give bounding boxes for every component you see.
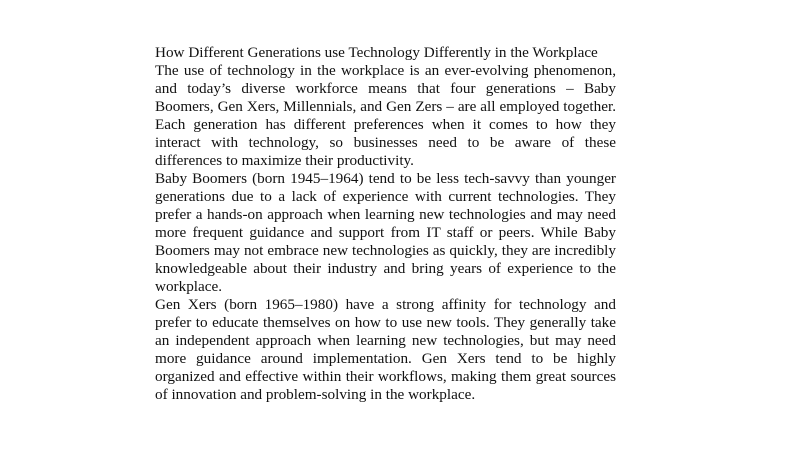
paragraph-baby-boomers: Baby Boomers (born 1945–1964) tend to be less tech-savvy than younger generations due to a lack of experience with current technologies. They prefer a hands-on approach when learning new technologies and may need more frequent guidance and support from IT staff or peers. While Baby Boomers may not embrace new technologies as quickly, they are incredibly knowledgeable about their industry and bring years of experience to the workplace. bbox=[155, 170, 616, 295]
paragraph-intro: The use of technology in the workplace is an ever-evolving phenomenon, and today’s diverse workforce means that four generations – Baby Boomers, Gen Xers, Millennials, and Gen Zers – are all employed together. Each generation has different preferences when it comes to how they interact with technology, so businesses need to be aware of these differences to maximize their productivity. bbox=[155, 62, 616, 169]
document-body bbox=[155, 44, 616, 404]
paragraph-gen-x: Gen Xers (born 1965–1980) have a strong affinity for technology and prefer to educate themselves on how to use new tools. They generally take an independent approach when learning new technologies, but may need more guidance around implementation. Gen Xers tend to be highly organized and effective within their workflows, making them great sources of innovation and problem-solving in the workplace. bbox=[155, 296, 616, 403]
document-title: How Different Generations use Technology Differently in the Workplace bbox=[155, 44, 598, 61]
